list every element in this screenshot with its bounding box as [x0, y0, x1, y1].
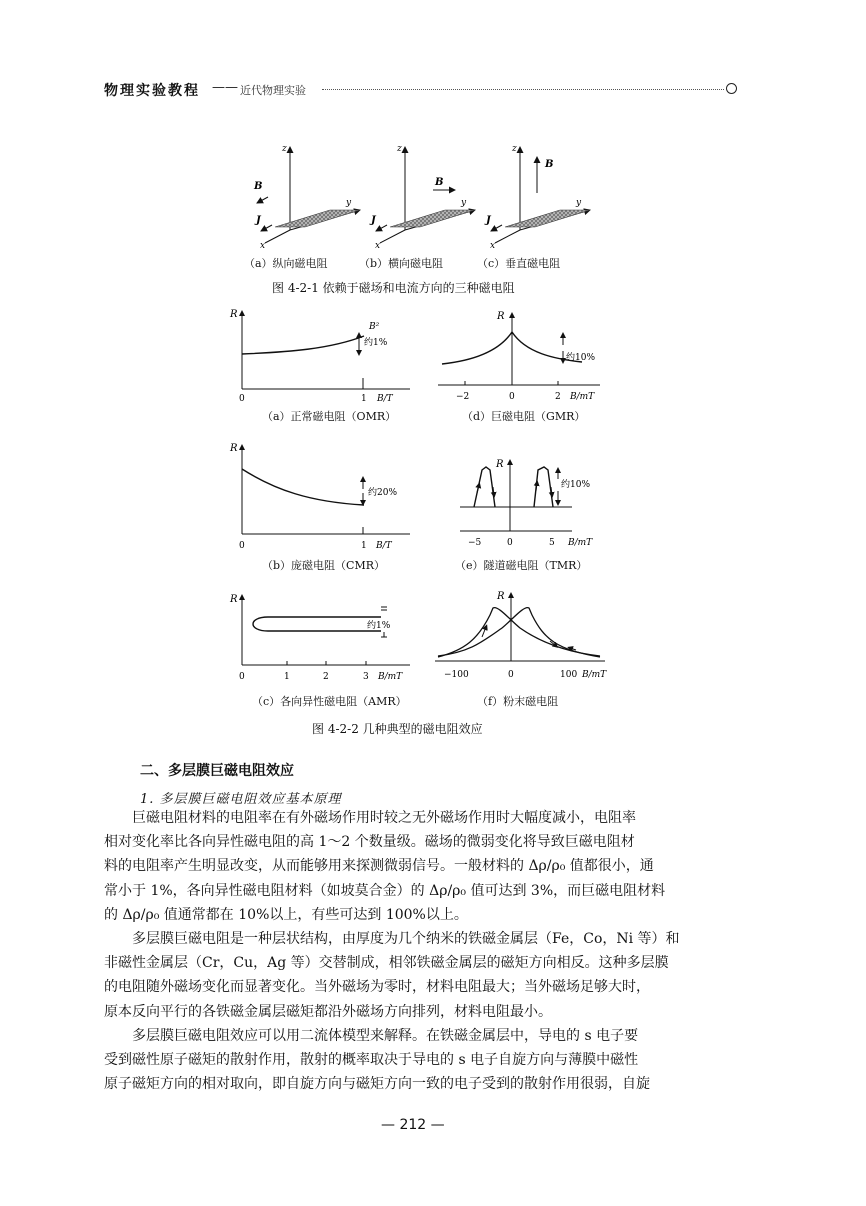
- text-line: 多层膜巨磁电阻是一种层状结构，由厚度为几个纳米的铁磁金属层（Fe，Co，Ni 等）和: [132, 931, 680, 947]
- current-arrow: [261, 225, 272, 231]
- field-label: B: [254, 181, 263, 192]
- figure-4-2-1-diagram: [240, 135, 620, 270]
- axis-y-label: y: [576, 198, 582, 208]
- section-title: 二、多层膜巨磁电阻效应: [140, 763, 294, 779]
- axis-r-label: R: [230, 594, 238, 605]
- text-line: 的 Δρ/ρ₀ 值通常都在 10%以上，有些可达到 100%以上。: [104, 906, 468, 923]
- text-line: 巨磁电阻材料的电阻率在有外磁场作用时较之无外磁场作用时大幅度减小，电阻率: [132, 810, 636, 826]
- figure-4-2-2-caption: 图 4-2-2 几种典型的磁电阻效应: [312, 722, 483, 736]
- panel-amr-caption: （c）各向异性磁电阻（AMR）: [252, 695, 407, 708]
- text-line: 相对变化率比各向异性磁电阻的高 1～2 个数量级。磁场的微弱变化将导致巨磁电阻材: [104, 834, 635, 851]
- tick-label: −2: [456, 392, 470, 402]
- panel-omr: [229, 309, 410, 404]
- axis-y-label: y: [461, 198, 467, 208]
- axis-unit-label: B/mT: [570, 392, 595, 402]
- panel-a-caption: （a）纵向磁电阻: [244, 257, 328, 270]
- tick-label: 3: [363, 672, 369, 682]
- omr-curve: [242, 336, 364, 354]
- thin-film-sample: [505, 210, 590, 227]
- text-line: 非磁性金属层（Cr，Cu，Ag 等）交替制成，相邻铁磁金属层的磁矩方向相反。这种多层膜: [104, 955, 669, 972]
- axis-r-label: R: [230, 443, 238, 454]
- tick-label: 1: [284, 672, 290, 682]
- axis-unit-label: B/mT: [378, 672, 403, 682]
- percent-annotation: 约10%: [566, 353, 596, 363]
- axis-x-label: x: [260, 241, 266, 251]
- tick-label: 0: [239, 672, 245, 682]
- axis-x-label: x: [375, 241, 381, 251]
- tick-label: 0: [509, 392, 515, 402]
- current-label: J: [486, 215, 491, 226]
- tick-label: 0: [239, 541, 245, 551]
- current-arrow: [376, 225, 387, 231]
- axis-unit-label: B/mT: [582, 670, 607, 680]
- axis-unit-label: B/T: [376, 541, 392, 551]
- axis-x-label: x: [490, 241, 496, 251]
- tick-label: 2: [323, 672, 329, 682]
- tick-label: 2: [555, 392, 561, 402]
- axis-unit-label: B/mT: [568, 538, 593, 548]
- panel-cmr-caption: （b）庞磁电阻（CMR）: [262, 559, 386, 572]
- running-header-chapter: 近代物理实验: [240, 84, 306, 97]
- thin-film-sample: [275, 210, 360, 227]
- panel-tmr: [460, 459, 593, 548]
- panel-powder: [435, 591, 607, 680]
- panel-c-caption: （c）垂直磁电阻: [477, 257, 561, 270]
- field-label: B: [545, 159, 554, 170]
- panel-gmr-caption: （d）巨磁电阻（GMR）: [462, 410, 586, 423]
- text-line: 的电阻随外磁场变化而显著变化。当外磁场为零时，材料电阻最大；当外磁场足够大时，: [104, 979, 650, 996]
- axis-unit-label: B/T: [377, 394, 393, 404]
- text-line: 常小于 1%，各向异性磁电阻材料（如坡莫合金）的 Δρ/ρ₀ 值可达到 3%，而巨磁电阻材料: [104, 882, 666, 899]
- page-number: — 212 —: [381, 1117, 445, 1133]
- panel-b-transverse: [369, 144, 475, 251]
- paragraph-1: [104, 806, 744, 927]
- tick-label: 1: [361, 541, 367, 551]
- percent-annotation: 约10%: [561, 480, 591, 490]
- text-line: 料的电阻率产生明显改变，从而能够用来探测微弱信号。一般材料的 Δρ/ρ₀ 值都很小，通: [104, 858, 654, 875]
- header-circle-ornament: [726, 83, 737, 94]
- panel-amr: [229, 594, 410, 682]
- tick-label: 0: [508, 670, 514, 680]
- field-label: B: [435, 177, 444, 188]
- tick-label: 100: [560, 670, 578, 680]
- figure-4-2-1-caption: 图 4-2-1 依赖于磁场和电流方向的三种磁电阻: [272, 281, 515, 295]
- field-arrow: [257, 197, 268, 203]
- tick-label: −5: [468, 538, 482, 548]
- panel-gmr: [438, 311, 600, 402]
- tick-label: 0: [507, 538, 513, 548]
- tick-label: 5: [549, 538, 555, 548]
- axis-r-label: R: [230, 309, 238, 320]
- tick-label: −100: [444, 670, 469, 680]
- text-line: 原子磁矩方向的相对取向，即自旋方向与磁矩方向一致的电子受到的散射作用很弱，自旋: [104, 1076, 650, 1093]
- axis-z-label: z: [282, 144, 287, 154]
- axis-r-label: R: [497, 311, 505, 322]
- b-squared-annotation: B²: [369, 322, 380, 332]
- text-line: 原本反向平行的各铁磁金属层磁矩都沿外磁场方向排列，材料电阻最小。: [104, 1003, 552, 1020]
- current-label: J: [256, 215, 261, 226]
- panel-a-longitudinal: [253, 144, 360, 251]
- header-dotted-rule: [322, 89, 724, 90]
- tick-label: 1: [361, 394, 367, 404]
- axis-z-label: z: [512, 144, 517, 154]
- percent-annotation: 约20%: [368, 488, 398, 498]
- panel-omr-caption: （a）正常磁电阻（OMR）: [262, 410, 397, 423]
- paragraph-2: [104, 927, 744, 1024]
- running-header-book-title: 物理实验教程: [104, 83, 200, 99]
- figure-4-2-2-chart: [220, 305, 640, 700]
- text-line: 受到磁性原子磁矩的散射作用，散射的概率取决于导电的 s 电子自旋方向与薄膜中磁性: [104, 1052, 639, 1069]
- panel-cmr: [229, 443, 410, 551]
- panel-powder-caption: （f）粉末磁电阻: [477, 695, 559, 708]
- amr-curve: [253, 617, 381, 631]
- percent-annotation: 约1%: [364, 338, 388, 348]
- current-arrow: [491, 225, 502, 231]
- axis-r-label: R: [496, 459, 504, 470]
- subsection-title: 1. 多层膜巨磁电阻效应基本原理: [140, 792, 342, 807]
- tick-label: 0: [239, 394, 245, 404]
- paragraph-3: [104, 1024, 744, 1097]
- current-label: J: [371, 215, 376, 226]
- axis-z-label: z: [397, 144, 402, 154]
- panel-b-caption: （b）横向磁电阻: [359, 257, 444, 270]
- percent-annotation: 约1%: [367, 621, 391, 631]
- axis-r-label: R: [497, 591, 505, 602]
- axis-y-label: y: [346, 198, 352, 208]
- text-line: 多层膜巨磁电阻效应可以用二流体模型来解释。在铁磁金属层中，导电的 s 电子要: [132, 1028, 639, 1044]
- running-header-dash: ——: [212, 80, 238, 95]
- panel-tmr-caption: （e）隧道磁电阻（TMR）: [455, 559, 588, 572]
- thin-film-sample: [390, 210, 475, 227]
- cmr-curve: [242, 469, 364, 505]
- tmr-loop-left: [474, 467, 495, 507]
- panel-c-perpendicular: [484, 144, 590, 251]
